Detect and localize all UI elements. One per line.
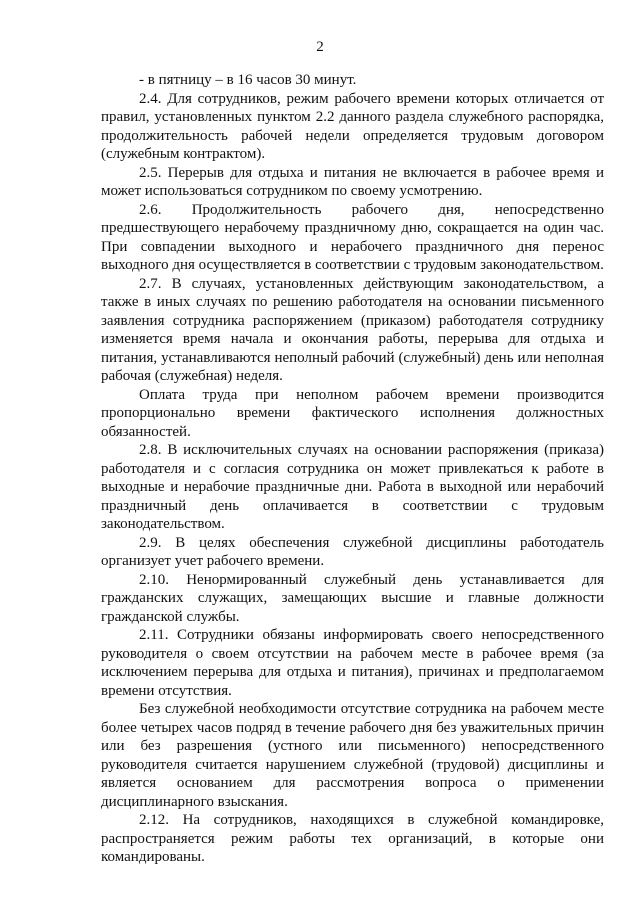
paragraph-absence-violation: Без служебной необходимости отсутствие сотрудника на рабочем месте более четырех часов подряд в течение рабочего дня без уважительных причин или без разрешения (устного или письменного) непосредственного руководителя считается нарушением служебной (трудовой) дисциплины и является основанием для рассмотрения вопроса о применении дисциплинарного взыскания. [101,701,604,810]
paragraph-2-11: 2.11. Сотрудники обязаны информировать своего непосредственного руководителя о своем отсутствии на рабочем месте в рабочее время (за исключением перерыва для отдыха и питания), причинах и предполагаемом времени отсутствия. [101,627,604,699]
paragraph-2-10: 2.10. Ненормированный служебный день устанавливается для гражданских служащих, замещающих высшие и главные должности гражданской службы. [101,571,604,625]
paragraph-2-7: 2.7. В случаях, установленных действующим законодательством, а также в иных случаях по решению работодателя на основании письменного заявления сотрудника распоряжением (приказом) работодателя сотруднику изменяется время начала и окончания работы, перерыва для отдыха и питания, устанавливаются неполный рабочий (служебный) день или неполная рабочая (служебная) неделя. [101,275,604,384]
paragraph-2-6: 2.6. Продолжительность рабочего дня, непосредственно предшествующего нерабочему праздничному дню, сокращается на один час. При совпадении выходного и нерабочего праздничного дня перенос выходного дня осуществляется в соответствии с трудовым законодательством. [101,201,604,273]
paragraph-2-9: 2.9. В целях обеспечения служебной дисциплины работодатель организует учет рабочего времени. [101,534,604,569]
paragraph-2-4: 2.4. Для сотрудников, режим рабочего времени которых отличается от правил, установленных пунктом 2.2 данного раздела служебного распорядка, продолжительность рабочей недели определяется трудовым договором (служебным контрактом). [101,90,604,162]
document-body [101,71,604,867]
paragraph-2-5: 2.5. Перерыв для отдыха и питания не включается в рабочее время и может использоваться сотрудником по своему усмотрению. [101,164,604,199]
paragraph-part-time-pay: Оплата труда при неполном рабочем времени производится пропорционально времени фактического исполнения должностных обязанностей. [101,386,604,440]
paragraph-2-12: 2.12. На сотрудников, находящихся в служебной командировке, распространяется режим работы тех организаций, в которые они командированы. [101,812,604,865]
paragraph-2-8: 2.8. В исключительных случаях на основании распоряжения (приказа) работодателя и с согласия сотрудника он может привлекаться к работе в выходные и нерабочие праздничные дни. Работа в выходной или нерабочий праздничный день оплачивается в соответствии с трудовым законодательством. [101,442,604,532]
page-number: 2 [316,39,324,55]
paragraph-friday-hours: - в пятницу – в 16 часов 30 минут. [139,72,357,88]
